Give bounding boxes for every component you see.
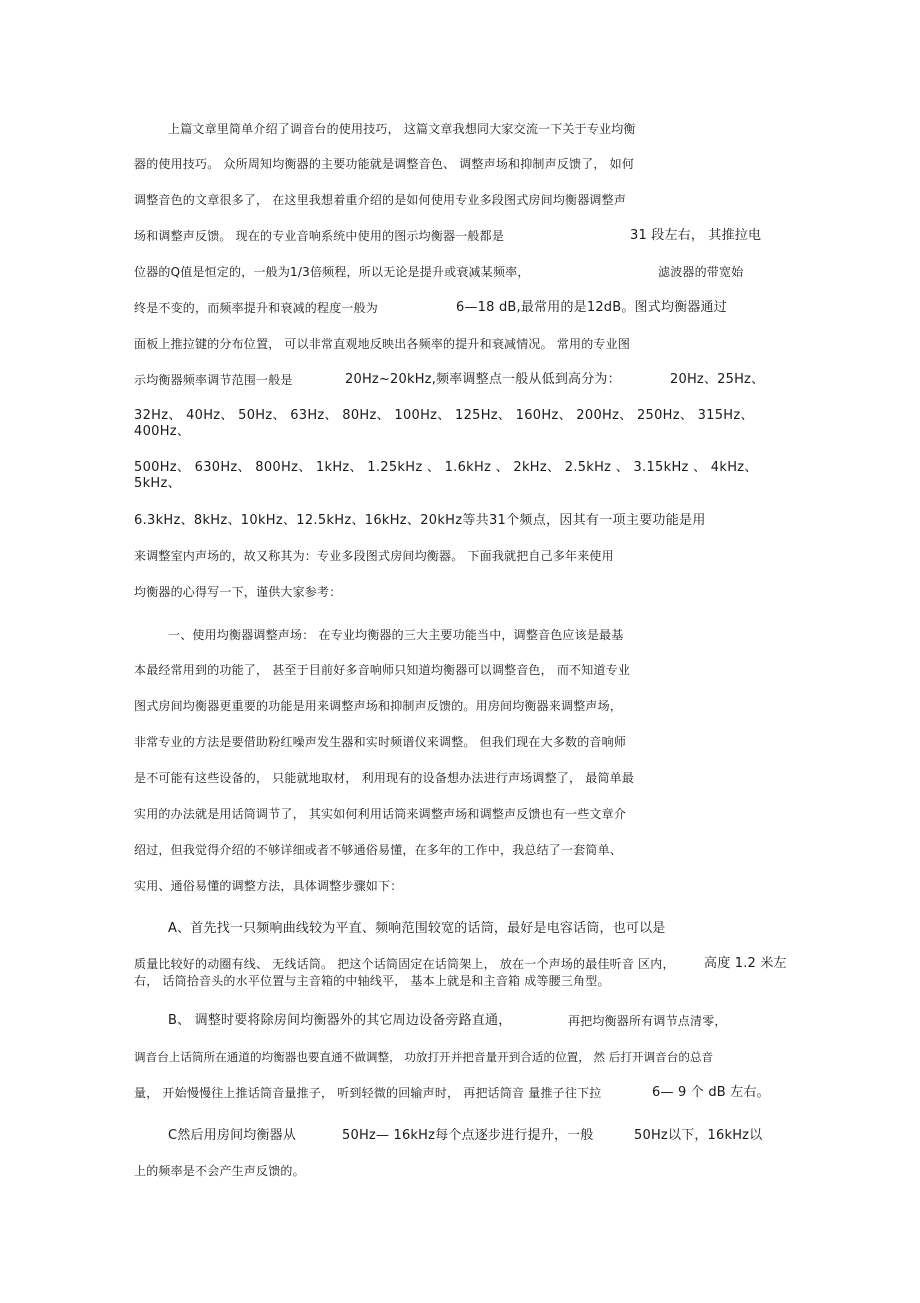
p1-line-1: 上篇文章里简单介绍了调音台的使用技巧， 这篇文章我想同大家交流一下关于专业均衡 [168, 122, 636, 136]
stepC-line-1a: C然后用房间均衡器从 [168, 1128, 297, 1143]
p1-freq-line-2: 500Hz、 630Hz、 800Hz、 1kHz、 1.25kHz 、 1.6kHz 、 2kHz、 2.5kHz 、 3.15kHz 、 4kHz、 5kHz、 [134, 460, 758, 491]
stepB-line-2: 调音台上话筒所在通道的均衡器也要直通不做调整， 功放打开并把音量开到合适的位置， 然 后打开调音台的总音 [134, 1050, 714, 1064]
p1-line-3: 调整音色的文章很多了， 在这里我想着重介绍的是如何使用专业多段图式房间均衡器调整声 [134, 193, 627, 207]
s1-line-8: 实用、通俗易懂的调整方法，具体调整步骤如下： [134, 879, 403, 893]
p1-line-4b: 31 段左右， 其推拉电 [630, 228, 762, 243]
p1-line-11: 6.3kHz、8kHz、10kHz、12.5kHz、16kHz、20kHz等共31个频点，因其有一项主要功能是用 [134, 513, 706, 528]
stepB-line-1a: B、 调整时要将除房间均衡器外的其它周边设备旁路直通， [168, 1013, 512, 1028]
s1-line-2: 本最经常用到的功能了， 甚至于目前好多音响师只知道均衡器可以调整音色， 而不知道专业 [134, 663, 631, 677]
s1-line-5: 是不可能有这些设备的， 只能就地取材， 利用现有的设备想办法进行声场调整了， 最简单最 [134, 771, 635, 785]
p1-line-8a: 示均衡器频率调节范围一般是 [134, 373, 293, 387]
stepC-line-1b: 50Hz— 16kHz每个点逐步进行提升，一般 [342, 1128, 594, 1143]
stepC-line-2: 上的频率是不会产生声反馈的。 [134, 1164, 305, 1178]
stepB-line-3b: 6— 9 个 dB 左右。 [652, 1085, 770, 1100]
s1-line-1: 一、使用均衡器调整声场： 在专业均衡器的三大主要功能当中，调整音色应该是最基 [168, 628, 624, 642]
p1-line-2: 器的使用技巧。 众所周知均衡器的主要功能就是调整音色、 调整声场和抑制声反馈了， 如何 [134, 157, 635, 171]
stepA-line-2a: 质量比较好的动圈有线、 无线话筒。 把这个话筒固定在话筒架上， 放在一个声场的最佳听音 区内， [134, 957, 675, 971]
stepC-line-1c: 50Hz以下，16kHz以 [634, 1128, 763, 1143]
p1-line-4a: 场和调整声反馈。 现在的专业音响系统中使用的图示均衡器一般都是 [134, 229, 505, 243]
p1-line-7: 面板上推拉键的分布位置， 可以非常直观地反映出各频率的提升和衰减情况。 常用的专业图 [134, 337, 631, 351]
s1-line-7: 绍过，但我觉得介绍的不够详细或者不够通俗易懂，在多年的工作中，我总结了一套简单、 [134, 843, 623, 857]
p1-freq-line-1: 32Hz、 40Hz、 50Hz、 63Hz、 80Hz、 100Hz、 125Hz、 160Hz、 200Hz、 250Hz、 315Hz、 400Hz、 [134, 408, 754, 439]
s1-line-6: 实用的办法就是用话筒调节了， 其实如何利用话筒来调整声场和调整声反馈也有一些文章介 [134, 807, 627, 821]
stepA-line-3: 右， 话筒拾音头的水平位置与主音箱的中轴线平， 基本上就是和主音箱 成等腰三角型。 [134, 974, 610, 988]
s1-line-4: 非常专业的方法是要借助粉红噪声发生器和实时频谱仪来调整。 但我们现在大多数的音响师 [134, 735, 627, 749]
p1-line-12: 来调整室内声场的，故又称其为：专业多段图式房间均衡器。 下面我就把自己多年来使用 [134, 549, 614, 563]
p1-line-5b: 滤波器的带宽始 [658, 265, 744, 279]
p1-line-8b: 20Hz~20kHz,频率调整点一般从低到高分为： [345, 372, 621, 387]
p1-line-6b: 6—18 dB,最常用的是12dB。图式均衡器通过 [456, 300, 727, 315]
stepB-line-1b: 再把均衡器所有调节点清零， [568, 1014, 727, 1028]
stepA-line-1: A、首先找一只频响曲线较为平直、频响范围较宽的话筒，最好是电容话筒，也可以是 [168, 921, 666, 936]
p1-line-8c: 20Hz、25Hz、 [670, 372, 765, 387]
s1-line-3: 图式房间均衡器更重要的功能是用来调整声场和抑制声反馈的。用房间均衡器来调整声场， [134, 699, 623, 713]
p1-line-13: 均衡器的心得写一下，谨供大家参考： [134, 585, 342, 599]
p1-line-5a: 位器的Q值是恒定的，一般为1/3倍频程，所以无论是提升或衰减某频率， [134, 265, 530, 279]
stepB-line-3a: 量， 开始慢慢往上推话筒音量推子， 听到轻微的回输声时， 再把话筒音 量推子往下拉 [134, 1086, 602, 1100]
stepA-line-2b: 高度 1.2 米左 [704, 956, 787, 971]
p1-line-6a: 终是不变的，而频率提升和衰减的程度一般为 [134, 301, 379, 315]
